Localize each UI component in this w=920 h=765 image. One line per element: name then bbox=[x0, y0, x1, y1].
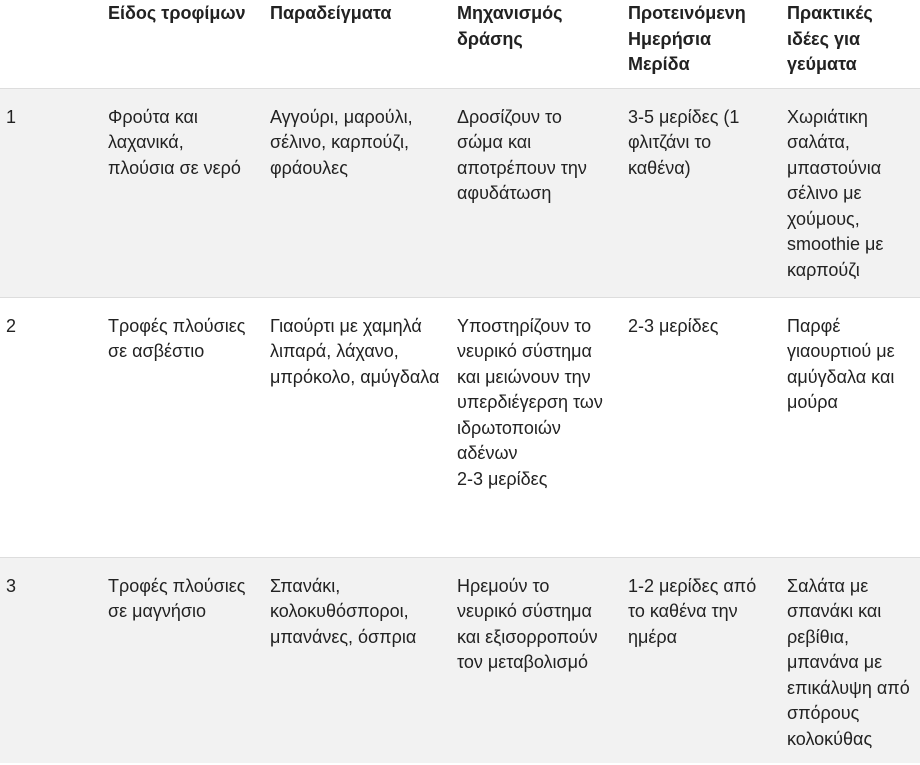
table-header-row bbox=[0, 0, 920, 88]
header-mechanism: Μηχανισμός δράσης bbox=[449, 0, 620, 88]
row-number: 3 bbox=[0, 557, 100, 763]
examples-cell: Σπανάκι, κολοκυθόσποροι, μπανάνες, όσπρια bbox=[262, 557, 449, 763]
row-number: 2 bbox=[0, 297, 100, 557]
mechanism-text: Δροσίζουν το σώμα και αποτρέπουν την αφυδάτωση bbox=[457, 106, 587, 203]
row-number: 1 bbox=[0, 88, 100, 297]
table-row bbox=[0, 297, 920, 557]
food-type-cell: Τροφές πλούσιες σε ασβέστιο bbox=[100, 297, 262, 557]
mechanism-cell bbox=[449, 88, 620, 297]
header-examples: Παραδείγματα bbox=[262, 0, 449, 88]
header-number bbox=[0, 0, 100, 88]
examples-cell: Αγγούρι, μαρούλι, σέλινο, καρπούζι, φράουλες bbox=[262, 88, 449, 297]
serving-cell: 1-2 μερίδες από το καθένα την ημέρα bbox=[620, 557, 779, 763]
meal-ideas-cell: Σαλάτα με σπανάκι και ρεβίθια, μπανάνα με επικάλυψη από σπόρους κολοκύθας bbox=[779, 557, 920, 763]
meal-ideas-cell: Χωριάτικη σαλάτα, μπαστούνια σέλινο με χούμους, smoothie με καρπούζι bbox=[779, 88, 920, 297]
header-serving: Προτεινόμενη Ημερήσια Μερίδα bbox=[620, 0, 779, 88]
table-row bbox=[0, 557, 920, 763]
table-row bbox=[0, 88, 920, 297]
food-type-cell: Φρούτα και λαχανικά, πλούσια σε νερό bbox=[100, 88, 262, 297]
meal-ideas-cell: Παρφέ γιαουρτιού με αμύγδαλα και μούρα bbox=[779, 297, 920, 557]
mechanism-cell bbox=[449, 297, 620, 557]
serving-cell: 3-5 μερίδες (1 φλιτζάνι το καθένα) bbox=[620, 88, 779, 297]
header-meal-ideas: Πρακτικές ιδέες για γεύματα bbox=[779, 0, 920, 88]
mechanism-text: Ηρεμούν το νευρικό σύστημα και εξισορροπούν τον μεταβολισμό bbox=[457, 575, 598, 672]
examples-cell: Γιαούρτι με χαμηλά λιπαρά, λάχανο, μπρόκολο, αμύγδαλα bbox=[262, 297, 449, 557]
food-type-cell: Τροφές πλούσιες σε μαγνήσιο bbox=[100, 557, 262, 763]
mechanism-extra-text: 2-3 μερίδες bbox=[457, 468, 548, 489]
mechanism-cell bbox=[449, 557, 620, 763]
header-food-type: Είδος τροφίμων bbox=[100, 0, 262, 88]
mechanism-text: Υποστηρίζουν το νευρικό σύστημα και μειώνουν την υπερδιέγερση των ιδρωτοποιών αδένων bbox=[457, 315, 603, 463]
serving-cell: 2-3 μερίδες bbox=[620, 297, 779, 557]
